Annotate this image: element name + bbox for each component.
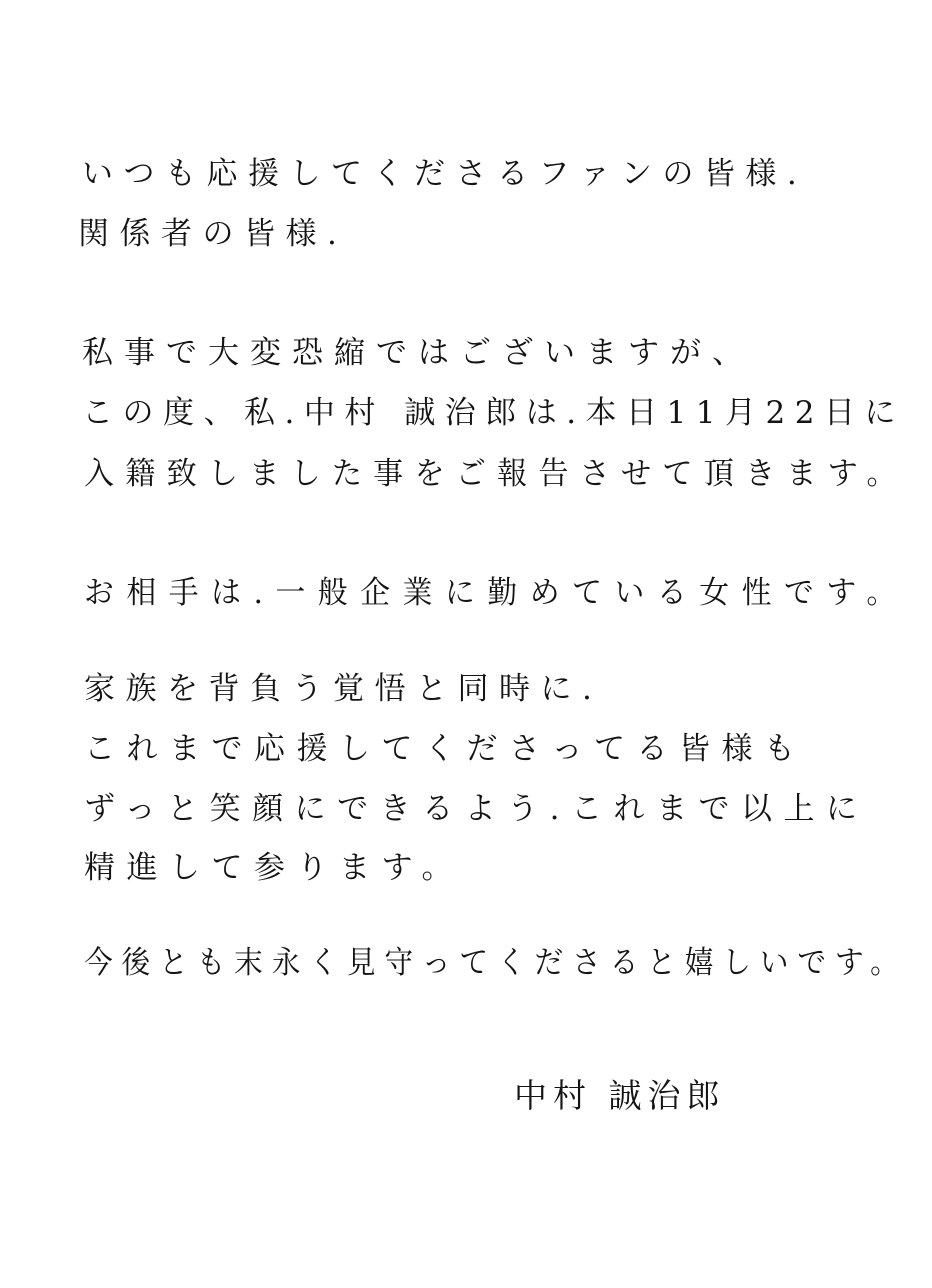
announcement-line: 入籍致しました事をご報告させて頂きます。 — [84, 456, 908, 492]
greeting-line: いつも応援してくださるファンの皆様. — [82, 156, 808, 192]
resolve-line: これまで応援してくださってる皆様も — [84, 731, 807, 767]
signature: 中村 誠治郎 — [514, 1076, 726, 1115]
resolve-line: 精進して参ります。 — [84, 850, 465, 886]
resolve-line: 家族を背負う覚悟と同時に. — [84, 671, 603, 707]
partner-line: お相手は.一般企業に勤めている女性です。 — [84, 575, 909, 611]
announcement-line: 私事で大変恐縮ではございますが、 — [82, 335, 754, 371]
announcement-line: この度、私.中村 誠治郎は.本日11月22日に — [82, 395, 905, 431]
greeting-line: 関係者の皆様. — [78, 216, 348, 252]
resolve-line: ずっと笑顔にできるよう.これまで以上に — [84, 791, 869, 827]
closing-line: 今後とも末永く見守ってくださると嬉しいです。 — [84, 945, 908, 981]
